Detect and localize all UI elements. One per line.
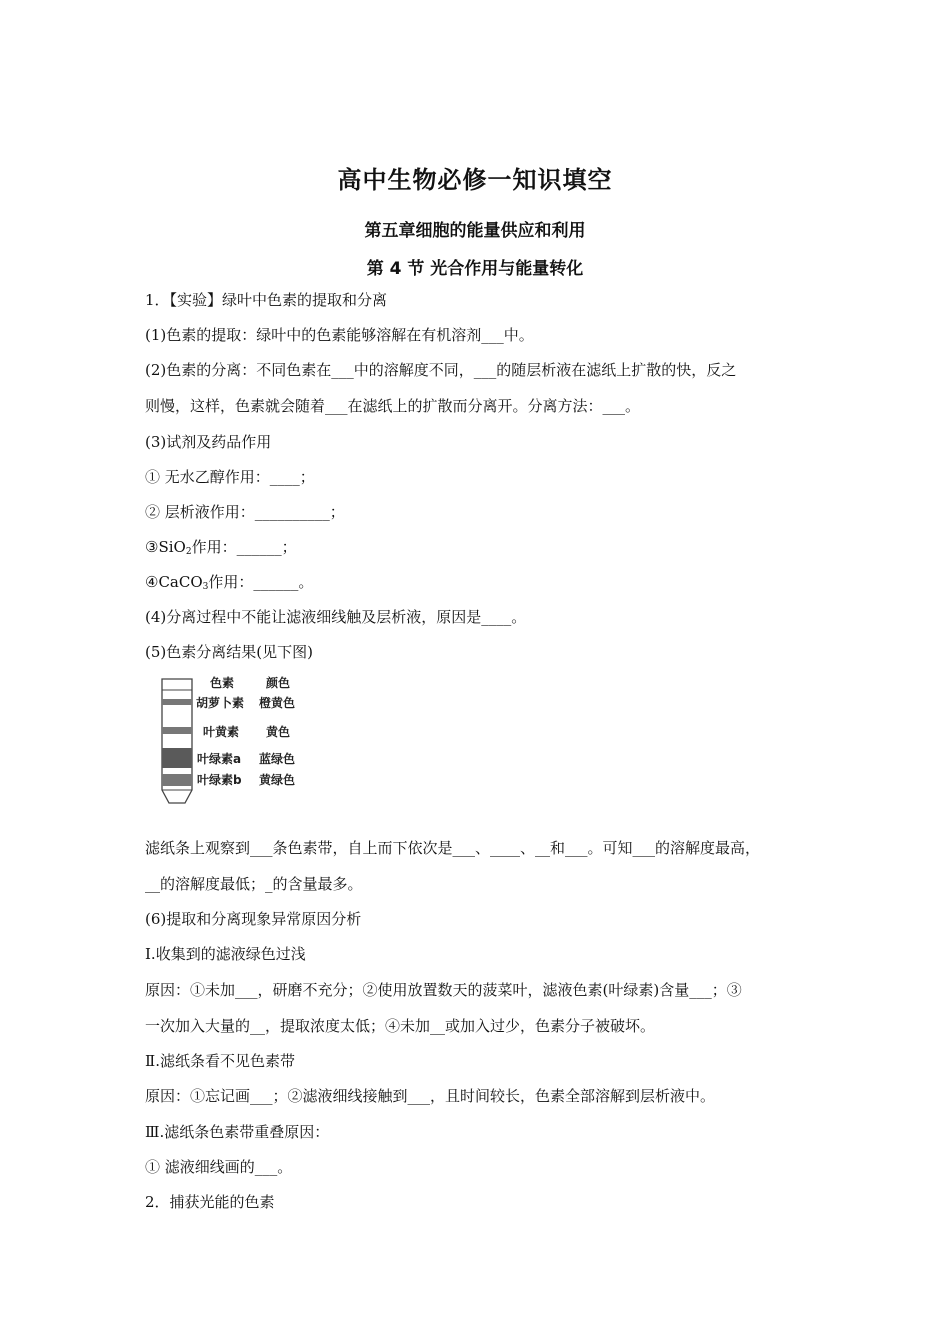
question-result-line2: __的溶解度最低；_的含量最多。 (145, 875, 363, 893)
reagent-caco3: ④CaCO$_3$作用：______。 (145, 573, 314, 592)
anomaly-1-reason-line2: 一次加入大量的__，提取浓度太低；④未加__或加入过少，色素分子被破坏。 (145, 1017, 656, 1035)
figure-color-1: 黄色 (266, 725, 291, 739)
figure-pigment-2: 叶绿素a (197, 752, 242, 766)
band-carotene (162, 699, 192, 705)
question-1-6-heading: (6)提取和分离现象异常原因分析 (145, 910, 362, 928)
figure-color-0: 橙黄色 (259, 696, 296, 710)
pigment-separation-figure (158, 676, 308, 810)
item-1-heading: 1．【实验】绿叶中色素的提取和分离 (145, 291, 388, 309)
question-1-1: (1)色素的提取：绿叶中的色素能够溶解在有机溶剂___中。 (145, 326, 534, 344)
reagent-chromatography-liquid: ② 层析液作用：__________； (145, 503, 345, 521)
chapter-heading: 第五章细胞的能量供应和利用 (364, 221, 586, 241)
band-xanthophyll (162, 727, 192, 734)
section-heading: 第 4 节 光合作用与能量转化 (366, 259, 584, 279)
question-1-5-heading: (5)色素分离结果(见下图) (145, 643, 313, 661)
reagent-sio2: ③SiO$_2$作用：______； (145, 538, 297, 557)
anomaly-3-heading: Ⅲ.滤纸条色素带重叠原因： (145, 1123, 330, 1141)
anomaly-2-heading: Ⅱ.滤纸条看不见色素带 (145, 1052, 295, 1070)
figure-color-2: 蓝绿色 (259, 752, 296, 766)
figure-pigment-0: 胡萝卜素 (196, 696, 245, 710)
item-2-heading: 2．捕获光能的色素 (145, 1193, 275, 1211)
question-1-3-heading: (3)试剂及药品作用 (145, 433, 272, 451)
question-1-2-line2: 则慢，这样，色素就会随着___在滤纸上的扩散而分离开。分离方法：___。 (145, 397, 641, 415)
document-title: 高中生物必修一知识填空 (337, 166, 613, 194)
anomaly-1-reason-line1: 原因：①未加___，研磨不充分；②使用放置数天的菠菜叶，滤液色素(叶绿素)含量___；③ (145, 981, 742, 999)
anomaly-3-reason: ① 滤液细线画的___。 (145, 1158, 293, 1176)
band-chlorophyll-b (162, 774, 192, 786)
figure-pigment-3: 叶绿素b (197, 773, 242, 787)
reagent-ethanol: ① 无水乙醇作用：____； (145, 468, 315, 486)
figure-color-3: 黄绿色 (259, 773, 296, 787)
question-result-line1: 滤纸条上观察到___条色素带，自上而下依次是___、____、__和___。可知___的溶解度最高， (145, 839, 761, 857)
anomaly-1-heading: Ⅰ.收集到的滤液绿色过浅 (145, 945, 306, 963)
anomaly-2-reason: 原因：①忘记画___；②滤液细线接触到___，且时间较长，色素全部溶解到层析液中。 (145, 1087, 716, 1105)
band-chlorophyll-a (162, 748, 192, 768)
figure-pigment-1: 叶黄素 (203, 725, 240, 739)
figure-header-pigment: 色素 (210, 676, 235, 690)
question-1-2-line1: (2)色素的分离：不同色素在___中的溶解度不同，___的随层析液在滤纸上扩散的快，反之 (145, 361, 737, 379)
figure-header-color: 颜色 (266, 676, 291, 690)
question-1-4: (4)分离过程中不能让滤液细线触及层析液，原因是____。 (145, 608, 527, 626)
